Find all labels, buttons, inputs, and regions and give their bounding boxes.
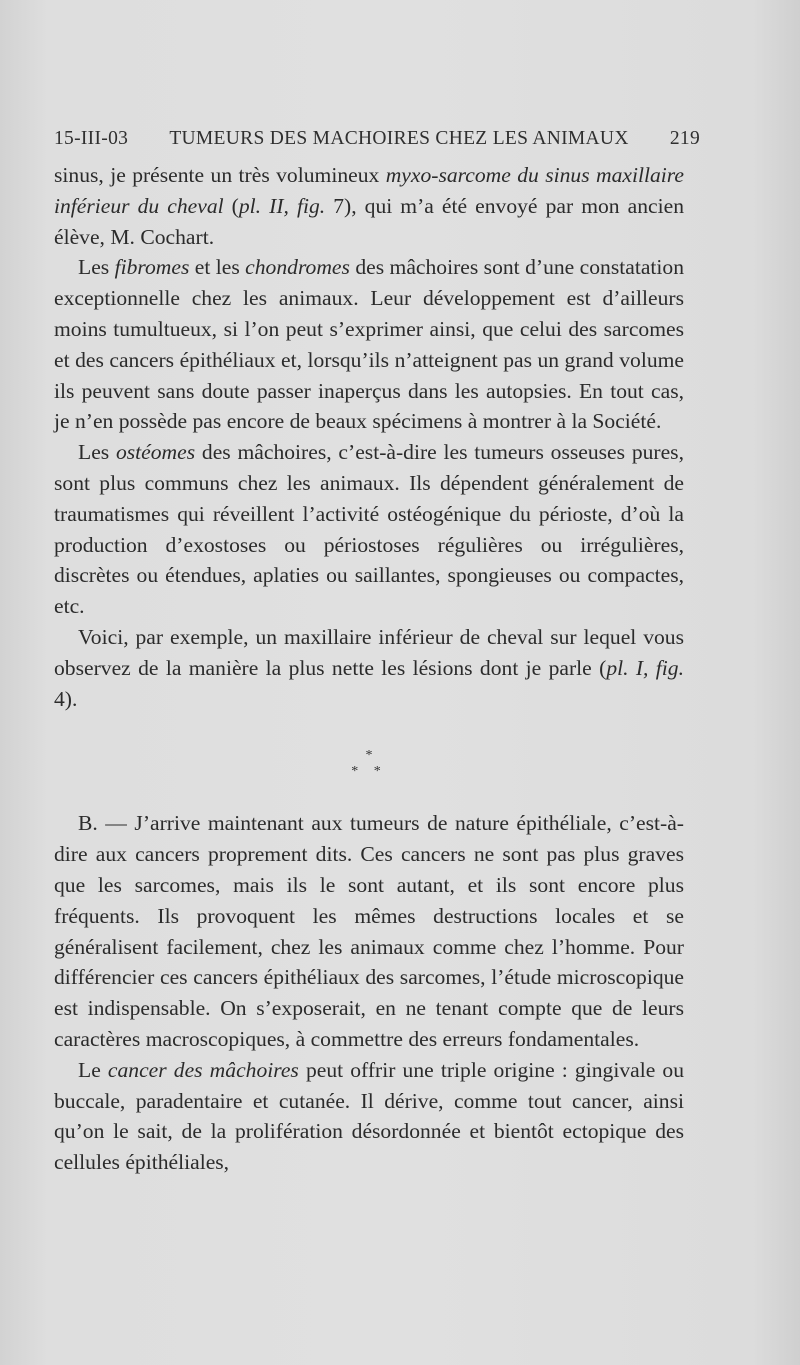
asterism-top: * [365,748,373,764]
paragraph-group-bottom [54,808,684,1178]
text-run: Voici, par exemple, un maxillaire inférieur de cheval sur lequel vous observez de la manière la plus nette les lésions dont je parle ( [54,624,684,680]
body-text [54,160,684,1178]
paragraph [54,808,684,1054]
session-date: 15-III-03 [54,128,129,149]
paragraph [54,437,684,622]
italic-term: pl. II, fig. [238,193,326,218]
text-run: ( [223,193,239,218]
text-run: et les [189,255,246,280]
italic-term: myxo-sarcome du sinus maxillaire inférieur du cheval [54,163,684,218]
asterism-bottom: * * [351,764,387,780]
italic-term: chondromes [245,255,350,280]
text-run: Le [78,1057,108,1082]
paragraph [54,160,684,252]
asterism [54,748,684,780]
italic-term: ostéomes [115,440,196,465]
italic-term: cancer des mâchoires [107,1057,299,1082]
text-run: des mâchoires, c’est-à-dire les tumeurs osseuses pures, sont plus communs chez les animaux. Ils dépendent généralement de traumatismes qui réveillent l’activité ostéogénique du périoste, d’où la production d’exostoses ou périostoses régulières ou irrégulières, discrètes ou étendues, aplaties ou saillantes, spongieuses ou compactes, etc. [54,440,684,619]
text-run: Les [78,440,116,465]
text-run: peut offrir une triple origine : gingivale ou buccale, paradentaire et cutanée. Il dérive, comme tout cancer, ainsi qu’on le sait, de la prolifération désordonnée et bientôt ectopique des cellules épithéliales, [54,1057,684,1175]
text-run: B. — J’arrive maintenant aux tumeurs de nature épithéliale, c’est-à-dire aux cancers proprement dits. Ces cancers ne sont pas plus graves que les sarcomes, mais ils le sont autant, et ils sont encore plus fréquents. Ils provoquent les mêmes destructions locales et se généralisent facilement, chez les animaux comme chez l’homme. Pour différencier ces cancers épithéliaux des sarcomes, l’étude microscopique est indispensable. On s’exposerait, en ne tenant compte que de leurs caractères macroscopiques, à commettre des erreurs fondamentales. [54,811,684,1051]
text-run: Les [78,255,115,280]
paragraph [54,622,684,714]
text-run: 7), qui m’a été envoyé par mon ancien élève, M. Cochart. [54,193,684,249]
running-title: TUMEURS DES MACHOIRES CHEZ LES ANIMAUX [169,128,629,149]
text-run: des mâchoires sont d’une constatation exceptionnelle chez les animaux. Leur développement est d’ailleurs moins tumultueux, si l’on peut s’exprimer ainsi, que celui des sarcomes et des cancers épithéliaux et, lorsqu’ils n’atteignent pas un grand volume ils peuvent sans doute passer inaperçus dans les autopsies. En tout cas, je n’en possède pas encore de beaux spécimens à montrer à la Société. [54,255,684,434]
italic-term: pl. I, fig. [606,655,684,680]
text-run: sinus, je présente un très volumineux [54,163,386,187]
italic-term: fibromes [114,255,190,280]
paragraph-group-top [54,160,684,714]
page-number: 219 [669,128,700,149]
text-run: 4). [54,686,78,711]
paragraph [54,252,684,437]
paragraph [54,1055,684,1178]
running-header [54,128,700,150]
